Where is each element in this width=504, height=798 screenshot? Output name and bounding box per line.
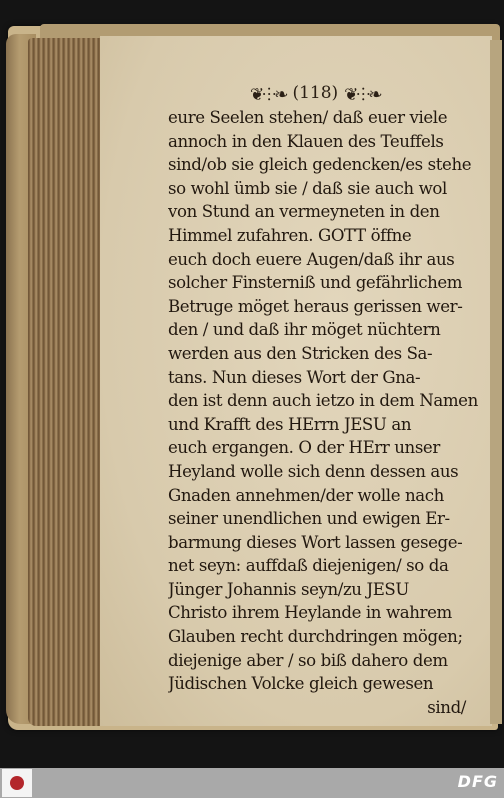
text-line: diejenige aber / so biß dahero dem bbox=[168, 650, 448, 670]
page-edges bbox=[28, 38, 106, 726]
text-line: barmung dieses Wort lassen gesege- bbox=[168, 532, 463, 552]
library-logo-icon bbox=[10, 776, 24, 790]
text-line: den ist denn auch ietzo in dem Namen bbox=[168, 391, 478, 411]
text-line: Himmel zufahren. GOTT öffne bbox=[168, 225, 412, 245]
text-line: sind/ bbox=[427, 697, 466, 717]
text-line: Gnaden annehmen/der wolle nach bbox=[168, 485, 444, 505]
page-number: (118) bbox=[292, 83, 339, 103]
text-line: so wohl ümb sie / daß sie auch wol bbox=[168, 178, 447, 198]
text-line: eure Seelen stehen/ daß euer viele bbox=[168, 108, 448, 127]
library-logo[interactable] bbox=[2, 769, 32, 797]
viewer-footer-bar bbox=[0, 768, 504, 798]
text-line: Heyland wolle sich denn dessen aus bbox=[168, 461, 459, 481]
text-line: sind/ob sie gleich gedencken/es stehe bbox=[168, 155, 472, 175]
text-line: werden aus den Stricken des Sa- bbox=[168, 343, 433, 363]
text-line: von Stund an vermeyneten in den bbox=[168, 202, 440, 222]
page-header bbox=[250, 80, 381, 106]
text-line: net seyn: auffdaß diejenigen/ so da bbox=[168, 556, 449, 576]
text-line: euch ergangen. O der HErr unser bbox=[168, 438, 440, 458]
text-line: annoch in den Klauen des Teuffels bbox=[168, 131, 444, 151]
text-line: Glauben recht durchdringen mögen; bbox=[168, 627, 463, 647]
text-line: seiner unendlichen und ewigen Er- bbox=[168, 509, 450, 529]
ornament-right-icon: ❦⸭❧ bbox=[344, 84, 381, 105]
ornament-left-icon: ❦⸭❧ bbox=[250, 84, 287, 105]
text-line: solcher Finsterniß und gefährlichem bbox=[168, 273, 463, 293]
text-line: tans. Nun dieses Wort der Gna- bbox=[168, 367, 421, 387]
page-text bbox=[168, 106, 480, 719]
text-line: Jünger Johannis seyn/zu JESU bbox=[168, 579, 409, 599]
text-line: den / und daß ihr möget nüchtern bbox=[168, 320, 441, 340]
text-line: Betruge möget heraus gerissen wer- bbox=[168, 296, 463, 316]
page-right-edge bbox=[490, 40, 502, 724]
text-line: und Krafft des HErrn JESU an bbox=[168, 414, 412, 434]
text-line: Jüdischen Volcke gleich gewesen bbox=[168, 674, 434, 694]
text-line: euch doch euere Augen/daß ihr aus bbox=[168, 249, 455, 269]
text-line: Christo ihrem Heylande in wahrem bbox=[168, 603, 452, 623]
dfg-logo[interactable]: DFG bbox=[457, 772, 498, 791]
